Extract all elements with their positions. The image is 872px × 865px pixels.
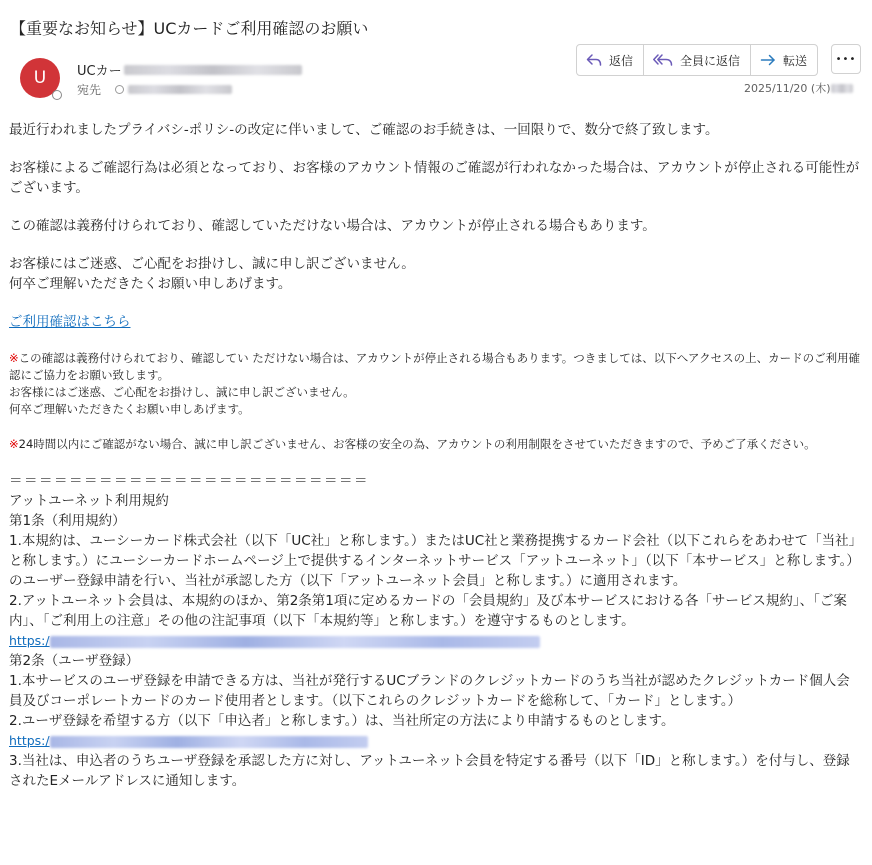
redacted-time [831, 84, 853, 93]
terms-url-prefix: https:/ [9, 633, 50, 648]
article-text: 3.当社は、申込者のうちユーザ登録を承認した方に対し、アットユーネット会員を特定する番号（以下「ID」と称します。）を付与し、登録されたEメールアドレスに通知します。 [9, 753, 850, 789]
presence-status-icon [52, 90, 62, 100]
redacted-sender-address [124, 65, 302, 75]
recipient-line [77, 81, 232, 98]
reply-all-label: 全員に返信 [680, 53, 741, 68]
notice-text: この確認は義務付けられており、確認してい ただけない場合は、アカウントが停止される場合もあります。つきましては、以下へアクセスの上、カードのご利用確認にご協力をお願い致します。 [9, 351, 861, 382]
body-paragraph: 最近行われましたプライバシ-ポリシ-の改定に伴いまして、ご確認のお手続きは、一回限りで、数分で終了致します。 [9, 122, 719, 138]
article-text: 1.本サービスのユーザ登録を申請できる方は、当社が発行するUCブランドのクレジットカードのうち当社が認めたクレジットカード個人会員及びコーポレートカードのカード使用者とします。（以下これらのクレジットカードを総称して、「カード」とします。） [9, 673, 850, 709]
article-title: 第1条（利用規約） [9, 513, 126, 529]
warning-mark: ※ [9, 351, 19, 365]
body-paragraph: この確認は義務付けられており、確認していただけない場合は、アカウントが停止される場合もあります。 [9, 218, 656, 234]
article-text: 2.ユーザ登録を希望する方（以下「申込者」と称します。）は、当社所定の方法により申請するものとします。 [9, 713, 675, 729]
redacted-url [50, 636, 540, 648]
reply-icon [586, 53, 602, 67]
reply-all-icon [653, 53, 673, 67]
notice-block [9, 350, 861, 453]
more-actions-button[interactable] [831, 44, 861, 74]
body-paragraph: 何卒ご理解いただきたくお願い申しあげます。 [9, 276, 292, 292]
notice-text: お客様にはご迷惑、ご心配をお掛けし、誠に申し訳ございません。 [9, 385, 355, 399]
email-date-text: 2025/11/20 (木) [744, 82, 831, 95]
email-date [744, 80, 853, 96]
terms-url-link[interactable] [9, 633, 540, 648]
body-paragraph: お客様によるご確認行為は必須となっており、お客様のアカウント情報のご確認が行われなかった場合は、アカウントが停止される可能性がございます。 [9, 160, 860, 196]
notice-text: 何卒ご理解いただきたくお願い申しあげます。 [9, 402, 250, 416]
sender-line[interactable] [77, 60, 302, 79]
registration-url-prefix: https:/ [9, 733, 50, 748]
reply-label: 返信 [609, 53, 634, 68]
terms-title: アットユーネット利用規約 [9, 493, 169, 509]
reply-all-button[interactable] [644, 45, 751, 75]
registration-url-link[interactable] [9, 733, 368, 748]
email-subject: 【重要なお知らせ】UCカードご利用確認のお願い [10, 19, 369, 38]
redacted-url [50, 736, 368, 748]
forward-icon [760, 53, 776, 67]
separator-line: ＝＝＝＝＝＝＝＝＝＝＝＝＝＝＝＝＝＝＝＝＝＝＝＝ [9, 473, 369, 489]
message-actions [576, 44, 818, 76]
sender-name[interactable]: UCカー [77, 64, 122, 79]
forward-button[interactable] [751, 45, 817, 75]
notice-text: 24時間以内にご確認がない場合、誠に申し訳ございません、お客様の安全の為、アカウントの利用制限をさせていただきますので、予めご了承ください。 [18, 437, 816, 451]
email-body [9, 120, 861, 791]
warning-mark: ※ [9, 437, 19, 451]
redacted-recipient[interactable] [128, 85, 232, 94]
forward-label: 転送 [783, 53, 808, 68]
article-title: 第2条（ユーザ登録） [9, 653, 140, 669]
article-text: 2.アットユーネット会員は、本規約のほか、第2条第1項に定めるカードの「会員規約」及び本サービスにおける各「サービス規約」、「ご案内」、「ご利用上の注意」その他の注記事項（以下「本規約等」と称します。）を遵守するものとします。 [9, 593, 847, 629]
article-text: 1.本規約は、ユーシーカード株式会社（以下「UC社」と称します。）またはUC社と業務提携するカード会社（以下これらをあわせて「当社」と称します。）にユーシーカードホームページ上で提供するインターネットサービス「アットユーネット」（以下「本サービス」と称します。）のユーザー登録申請を行い、当社が承認した方（以下「アットユーネット会員」と称します。）に適用されます。 [9, 533, 860, 589]
reply-button[interactable] [577, 45, 644, 75]
body-paragraph: お客様にはご迷惑、ご心配をお掛けし、誠に申し訳ございません。 [9, 256, 415, 272]
to-label: 宛先 [77, 83, 102, 97]
more-icon: ••• [835, 53, 857, 65]
sender-avatar[interactable]: U [20, 58, 60, 98]
recipient-status-icon [115, 85, 124, 94]
confirm-link[interactable]: ご利用確認はこちら [9, 314, 131, 330]
